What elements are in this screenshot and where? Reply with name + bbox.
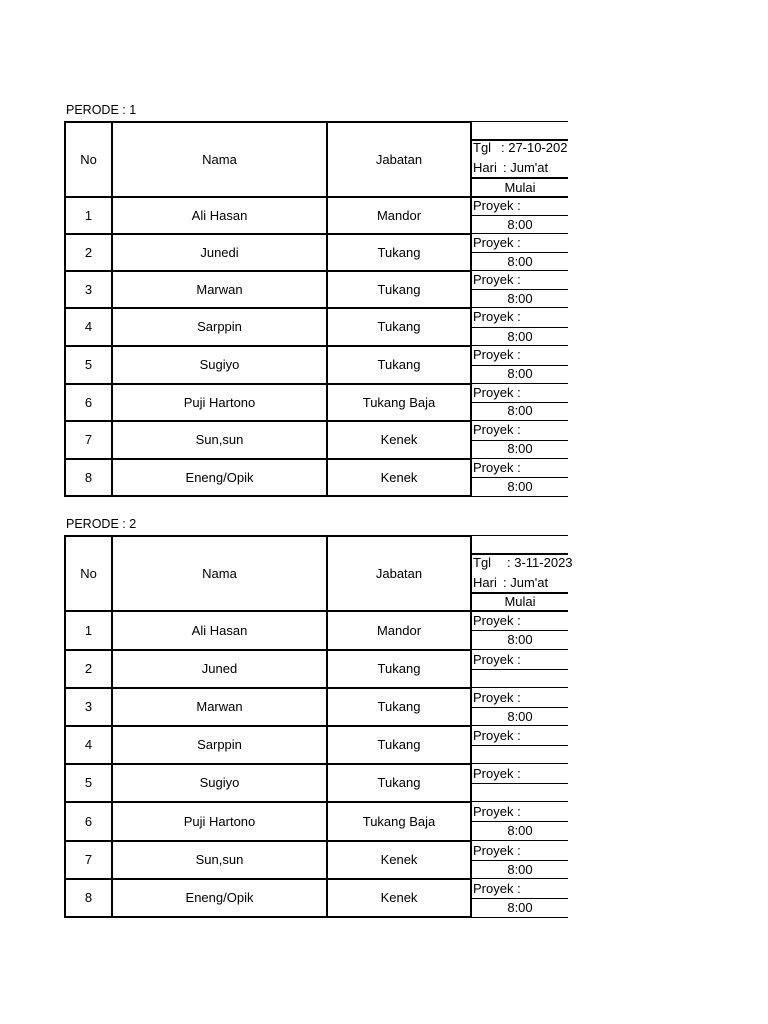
row-jabatan: Tukang Baja (362, 813, 436, 829)
row-no: 6 (84, 394, 93, 410)
table-border (472, 669, 568, 670)
row-proyek: Proyek : (473, 235, 521, 250)
start-header: Mulai (504, 594, 536, 609)
row-proyek: Proyek : (473, 309, 521, 324)
table-border (472, 121, 568, 122)
table-border (472, 270, 568, 271)
day-value: : Jum'at (503, 160, 549, 175)
table-border (472, 783, 568, 784)
table-border (472, 215, 568, 216)
row-nama: Sarppin (197, 319, 242, 334)
row-jabatan: Kenek (380, 852, 418, 867)
header-no: No (80, 151, 97, 167)
table-border (472, 345, 568, 346)
row-proyek: Proyek : (473, 347, 521, 362)
row-time: 8:00 (507, 632, 533, 647)
row-time: 8:00 (507, 254, 533, 269)
row-nama: Sun,sun (195, 852, 244, 867)
row-nama: Ali Hasan (191, 207, 248, 223)
table-border (472, 383, 568, 384)
date-line (473, 555, 573, 571)
table-border (472, 630, 568, 631)
header-jabatan: Jabatan (375, 151, 423, 167)
start-header: Mulai (504, 180, 536, 195)
row-nama: Juned (201, 661, 238, 676)
table-border (64, 495, 472, 497)
row-jabatan: Tukang (377, 244, 421, 260)
period-label: PERODE : 2 (66, 517, 137, 531)
row-no: 8 (84, 890, 93, 905)
row-proyek: Proyek : (473, 804, 521, 819)
table-border (64, 916, 472, 918)
row-nama: Marwan (196, 281, 243, 297)
row-proyek: Proyek : (473, 690, 521, 705)
row-proyek: Proyek : (473, 766, 521, 781)
row-no: 3 (84, 281, 93, 297)
table-border (472, 898, 568, 899)
table-border (472, 649, 568, 650)
row-time: 8:00 (507, 329, 533, 344)
row-proyek: Proyek : (473, 198, 521, 213)
row-proyek: Proyek : (473, 460, 521, 475)
row-time: 8:00 (507, 900, 533, 915)
header-no: No (80, 565, 97, 581)
row-proyek: Proyek : (473, 272, 521, 287)
header-jabatan: Jabatan (375, 565, 423, 581)
table-border (472, 687, 568, 688)
day-label: Hari (473, 160, 497, 175)
table-border (472, 327, 568, 328)
row-no: 4 (84, 737, 93, 752)
row-time: 8:00 (507, 862, 533, 877)
table-border (472, 917, 568, 918)
row-jabatan: Kenek (380, 469, 418, 485)
row-jabatan: Tukang Baja (362, 394, 436, 410)
table-border (472, 763, 568, 764)
row-no: 5 (84, 357, 93, 372)
row-jabatan: Tukang (377, 661, 421, 676)
row-nama: Sugiyo (199, 775, 240, 790)
row-proyek: Proyek : (473, 881, 521, 896)
table-border (472, 307, 568, 308)
table-border (472, 177, 568, 179)
row-no: 6 (84, 813, 93, 829)
table-border (472, 496, 568, 497)
table-border (472, 289, 568, 290)
date-value: : 3-11-2023 (507, 555, 573, 570)
day-line (473, 575, 548, 591)
row-no: 7 (84, 432, 93, 447)
period-label: PERODE : 1 (66, 103, 137, 117)
day-label: Hari (473, 575, 497, 590)
table-border (472, 821, 568, 822)
row-jabatan: Tukang (377, 319, 421, 334)
row-time: 8:00 (507, 823, 533, 838)
row-no: 2 (84, 244, 93, 260)
row-jabatan: Tukang (377, 699, 421, 714)
row-time: 8:00 (507, 709, 533, 724)
row-proyek: Proyek : (473, 843, 521, 858)
table-border (472, 801, 568, 802)
row-proyek: Proyek : (473, 385, 521, 400)
row-time: 8:00 (507, 217, 533, 232)
row-time: 8:00 (507, 291, 533, 306)
date-label: Tgl (473, 140, 492, 155)
row-jabatan: Kenek (380, 432, 418, 447)
header-nama: Nama (202, 565, 237, 581)
table-border (472, 535, 568, 536)
header-nama: Nama (202, 151, 237, 167)
row-nama: Eneng/Opik (185, 469, 254, 485)
table-border (472, 233, 568, 234)
row-nama: Sun,sun (195, 432, 244, 447)
row-jabatan: Mandor (376, 622, 422, 638)
table-border (472, 707, 568, 708)
row-proyek: Proyek : (473, 422, 521, 437)
row-nama: Puji Hartono (183, 394, 256, 410)
row-no: 5 (84, 775, 93, 790)
row-jabatan: Kenek (380, 890, 418, 905)
table-border (472, 458, 568, 459)
row-proyek: Proyek : (473, 652, 521, 667)
table-border (472, 878, 568, 879)
row-no: 1 (84, 207, 93, 223)
row-nama: Junedi (200, 244, 239, 260)
table-border (472, 840, 568, 841)
row-nama: Sugiyo (199, 357, 240, 372)
row-time: 8:00 (507, 441, 533, 456)
row-jabatan: Tukang (377, 281, 421, 297)
day-line (473, 160, 548, 176)
table-border (472, 745, 568, 746)
table-border (472, 860, 568, 861)
row-jabatan: Mandor (376, 207, 422, 223)
row-time: 8:00 (507, 479, 533, 494)
table-border (472, 420, 568, 421)
row-no: 1 (84, 622, 93, 638)
row-time: 8:00 (507, 366, 533, 381)
row-no: 8 (84, 469, 93, 485)
row-jabatan: Tukang (377, 357, 421, 372)
row-proyek: Proyek : (473, 613, 521, 628)
row-nama: Eneng/Opik (185, 890, 254, 905)
row-nama: Marwan (196, 699, 243, 714)
date-label: Tgl (473, 555, 492, 570)
row-time: 8:00 (507, 403, 533, 418)
row-no: 7 (84, 852, 93, 867)
row-no: 4 (84, 319, 93, 334)
table-border (472, 477, 568, 478)
date-line (473, 140, 568, 156)
row-nama: Sarppin (197, 737, 242, 752)
date-value: : 27-10-202 (501, 140, 568, 155)
row-nama: Puji Hartono (183, 813, 256, 829)
table-border (472, 252, 568, 253)
row-no: 3 (84, 699, 93, 714)
row-jabatan: Tukang (377, 737, 421, 752)
row-no: 2 (84, 661, 93, 676)
day-value: : Jum'at (503, 575, 549, 590)
row-jabatan: Tukang (377, 775, 421, 790)
row-nama: Ali Hasan (191, 622, 248, 638)
table-border (472, 725, 568, 726)
row-proyek: Proyek : (473, 728, 521, 743)
